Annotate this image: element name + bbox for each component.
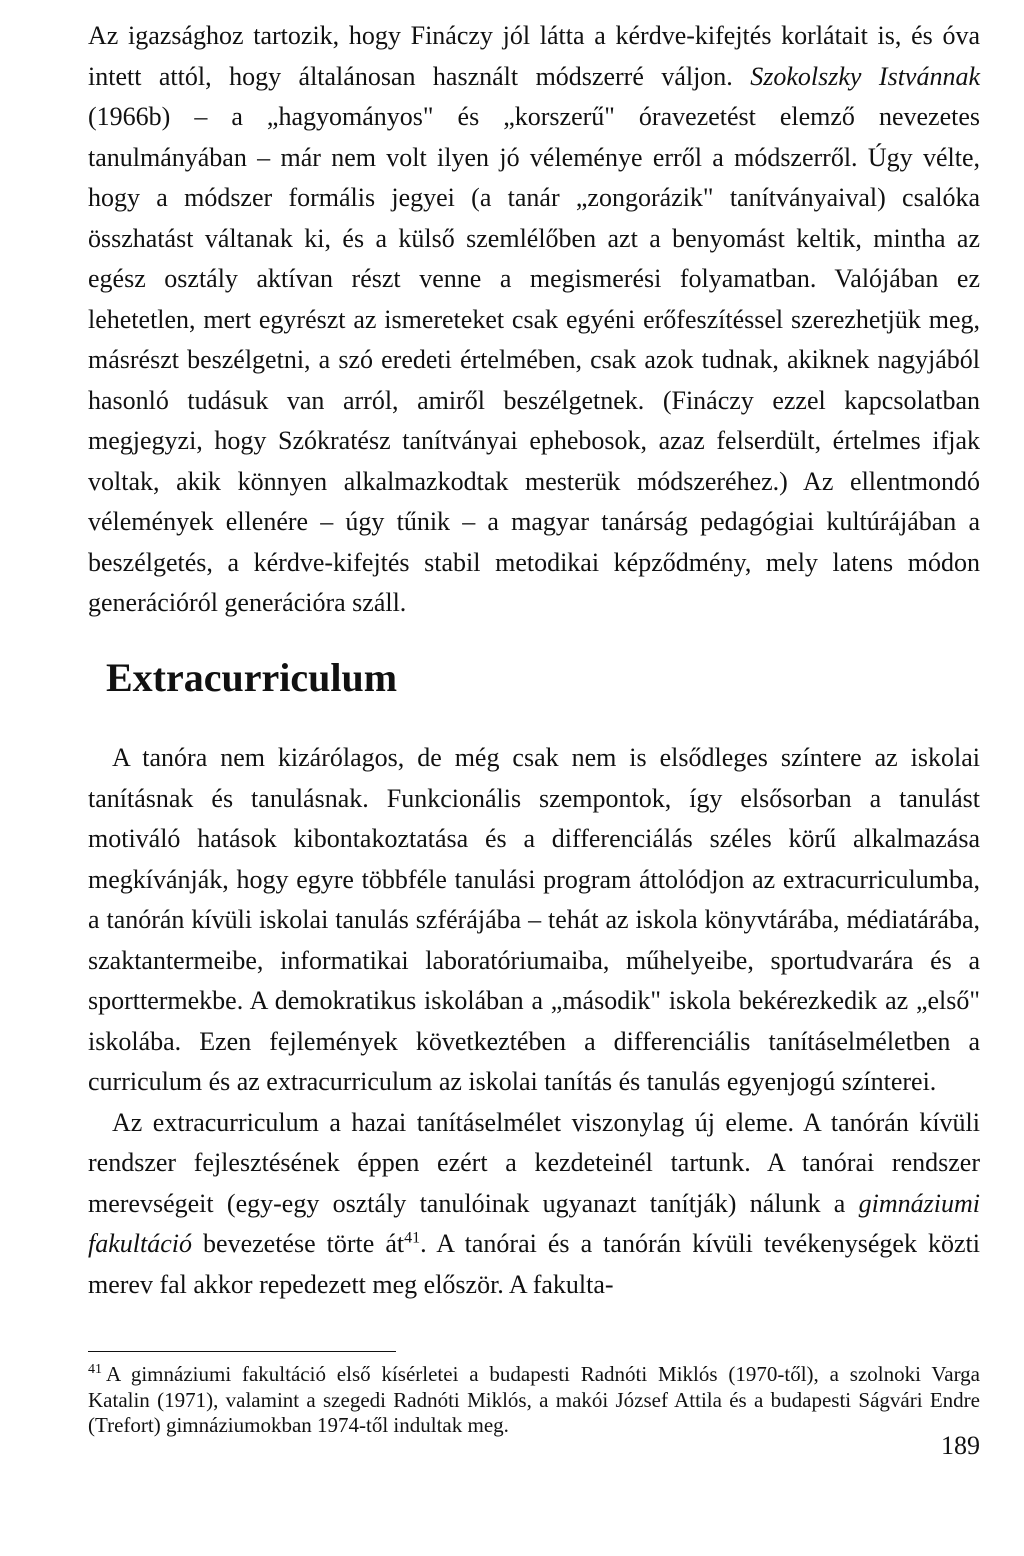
footnote	[88, 1362, 980, 1439]
author-name-italic: Szokolszky Istvánnak	[750, 61, 981, 91]
footnote-reference: 41	[404, 1229, 421, 1247]
footnote-text: A gimnáziumi fakultáció első kísérletei a budapesti Radnóti Miklós (1970-től), a szolnoki Varga Katalin (1971), valamint a szegedi Radnóti Miklós, a makói József Attila és a budapesti Ságvári Endre (Trefort) gimnáziumokban 1974-től indultak meg.	[88, 1362, 980, 1437]
paragraph-extracurriculum-intro	[88, 738, 980, 1103]
paragraph-text: (1966b) – a „hagyományos" és „korszerű" óravezetést elemző nevezetes tanulmányában – már nem volt ilyen jó véleménye erről a módszerről. Úgy vélte, hogy a módszer formális jegyei (a tanár „zongorázik" tanítványaival) csalóka összhatást váltanak ki, és a külső szemlélőben azt a benyomást keltik, mintha az egész osztály aktívan részt venne a megismerési folyamatban. Valójában ez lehetetlen, mert egyrészt az ismereteket csak egyéni erőfeszítéssel szerezhetjük meg, másrészt beszélgetni, a szó eredeti értelmében, csak azok tudnak, akiknek nagyjából hasonló tudásuk van arról, amiről beszélgetnek. (Fináczy ezzel kapcsolatban megjegyzi, hogy Szókratész tanítványai ephebosok, azaz felserdült, értelmes ifjak voltak, akik könnyen alkalmazkodtak mesterük módszeréhez.) Az ellentmondó vélemények ellenére – úgy tűnik – a magyar tanárság pedagógiai kultúrájában a beszélgetés, a kérdve-kifejtés stabil metodikai képződmény, mely latens módon generációról generációra száll.	[88, 102, 980, 617]
paragraph-text: . A tanórai és a tanórán kívüli tevékenységek közti merev fal akkor repedezett meg először. A fakulta-	[88, 1229, 981, 1299]
paragraph-text: Az igazsághoz tartozik, hogy Fináczy jól látta a kérdve-kifejtés korlátait is, és óva intett attól, hogy általánosan használt módszerré váljon.	[88, 21, 980, 91]
paragraph-text: A tanóra nem kizárólagos, de még csak nem is elsődleges színtere az iskolai tanításnak és tanulásnak. Funkcionális szempontok, így elsősorban a tanulást motiváló hatások kibontakoztatása és a differenciálás széles körű alkalmazása megkívánják, hogy egyre többféle tanulási program áttolódjon az extracurriculumba, a tanórán kívüli iskolai tanulás szférájába – tehát az iskola könyvtárába, médiatárába, szaktantermeibe, informatikai laboratóriumaiba, műhelyeibe, sportudvarára és a sporttermekbe. A demokratikus iskolában a „második" iskola bekérezkedik az „első" iskolába. Ezen fejlemények következtében a differenciális tanításelméletben a curriculum és az extracurriculum az iskolai tanítás és tanulás egyenjogú színterei.	[88, 743, 980, 1096]
footnote-number: 41	[88, 1362, 102, 1377]
section-heading: Extracurriculum	[106, 655, 398, 700]
paragraph-kerdve-kifejtes	[88, 16, 981, 617]
paragraph-text: bevezetése törte át	[191, 1229, 405, 1258]
page-body	[88, 16, 980, 1439]
page-number: 189	[941, 1431, 980, 1460]
paragraph-extracurriculum-new	[88, 1103, 980, 1306]
term-italic: gimnáziumi fakultáció	[88, 1188, 980, 1258]
paragraph-text: Az extracurriculum a hazai tanításelmélet viszonylag új eleme. A tanórán kívüli rendszer fejlesztésének éppen ezért a kezdeteinél tartunk. A tanórai rendszer merevségeit (egy-egy osztály tanulóinak ugyanazt tanítják) nálunk a	[88, 1107, 980, 1218]
